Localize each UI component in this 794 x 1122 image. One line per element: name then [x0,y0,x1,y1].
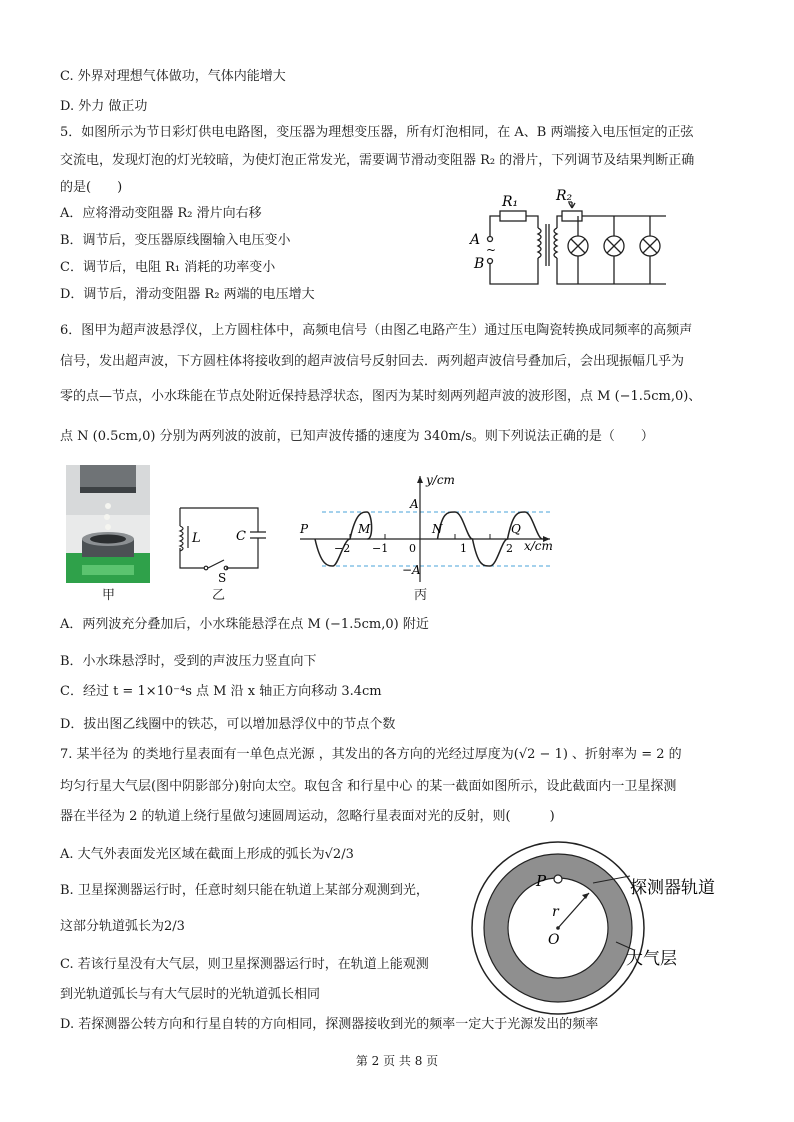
tick-zero: 0 [409,542,416,555]
terminal-b-label: B [474,256,485,272]
q7-option-a: A. 大气外表面发光区域在截面上形成的弧长为√2/3 [60,847,354,862]
q7-option-b-line1: B. 卫星探测器运行时，任意时刻只能在轨道上某部分观测到光， [60,883,429,898]
levitator-photo [66,465,150,583]
q7-option-c-line2: 到光轨道弧长与有大气层时的光轨道弧长相同 [60,987,321,1002]
point-q-label: Q [511,522,521,536]
tick-minus-2: −2 [334,542,351,555]
tick-1: 1 [460,542,467,555]
q5-stem-line2: 交流电，发现灯泡的灯光较暗，为使灯泡正常发光，需要调节滑动变阻器 R₂ 的滑片，下列调节及结果判断正确 [60,153,695,168]
q5-option-a: A．应将滑动变阻器 R₂ 滑片向右移 [60,206,262,221]
q7-option-b-line2: 这部分轨道弧长为2/3 [60,919,185,934]
wave-graph [292,470,562,584]
planet-orbit-diagram [468,838,732,1020]
point-n-label: N [432,522,443,536]
tick-2: 2 [506,542,513,555]
q4-option-c: C. 外界对理想气体做功，气体内能增大 [60,69,286,84]
r2-label: R₂ [556,188,573,204]
amplitude-a-label: A [410,497,419,511]
q6-option-d: D．拔出图乙线圈中的铁芯，可以增加悬浮仪中的节点个数 [60,717,396,732]
capacitor-label: C [236,529,246,544]
q7-option-d: D. 若探测器公转方向和行星自转的方向相同，探测器接收到光的频率一定大于光源发出的频率 [60,1017,599,1032]
q5-stem-line1: 5．如图所示为节日彩灯供电电路图，变压器为理想变压器，所有灯泡相同，在 A、B 两端接入电压恒定的正弦 [60,125,694,140]
center-o-label: O [548,932,560,948]
q5-option-d: D．调节后，滑动变阻器 R₂ 两端的电压增大 [60,287,315,302]
inductor-label: L [192,531,201,546]
radius-r-label: r [552,904,559,920]
point-p-label: P [300,522,309,536]
q7-stem-line2: 均匀行星大气层(图中阴影部分)射向太空。取包含 和行星中心 的某一截面如图所示，设此截面内一卫星探测 [60,779,677,794]
point-m-label: M [358,522,371,536]
terminal-a-label: A [470,232,481,248]
page-footer: 第 2 页 共 8 页 [355,1054,439,1068]
y-axis-label: y/cm [426,473,455,487]
orbit-label: 探测器轨道 [630,878,715,898]
fig-bing-caption: 丙 [414,588,428,603]
switch-label: S [218,571,227,584]
q5-option-c: C．调节后，电阻 R₁ 消耗的功率变小 [60,260,276,275]
q6-option-a: A．两列波充分叠加后，小水珠能悬浮在点 M (−1.5cm,0) 附近 [60,617,429,632]
q7-stem-line3: 器在半径为 2 的轨道上绕行星做匀速圆周运动，忽略行星表面对光的反射，则( ) [60,809,555,824]
point-p-label: P [536,872,547,890]
q4-option-d: D. 外力 做正功 [60,99,148,114]
q6-stem-line4: 点 N (0.5cm,0) 分别为两列波的波前，已知声波传播的速度为 340m/s。则下列说法正确的是（ ） [60,429,654,444]
fig-yi-caption: 乙 [212,588,226,603]
transformer-circuit-diagram [462,184,674,288]
q6-stem-line3: 零的点—节点，小水珠能在节点处附近保持悬浮状态，图丙为某时刻两列超声波的波形图，点 M (−1.5cm,0)、 [60,389,702,404]
q6-option-c: C．经过 t = 1×10⁻⁴s 点 M 沿 x 轴正方向移动 3.4cm [60,684,382,699]
q5-stem-line3: 的是( ) [60,180,123,195]
atmosphere-label: 大气层 [626,949,677,969]
x-axis-label: x/cm [524,539,553,553]
amplitude-neg-a-label: −A [402,563,421,577]
ac-symbol: ~ [486,243,497,257]
tick-minus-1: −1 [372,542,389,555]
q5-option-b: B．调节后，变压器原线圈输入电压变小 [60,233,291,248]
lc-circuit-diagram [168,498,274,584]
q7-stem-line1: 7. 某半径为 的类地行星表面有一单色点光源 ，其发出的各方向的光经过厚度为(√2 − 1) 、折射率为 = 2 的 [60,747,682,762]
q6-stem-line2: 信号，发出超声波，下方圆柱体将接收到的超声波信号反射回去．两列超声波信号叠加后，会出现振幅几乎为 [60,354,685,369]
q6-option-b: B．小水珠悬浮时，受到的声波压力竖直向下 [60,654,317,669]
q7-option-c-line1: C. 若该行星没有大气层，则卫星探测器运行时，在轨道上能观测 [60,957,429,972]
r1-label: R₁ [502,194,519,210]
q6-stem-line1: 6．图甲为超声波悬浮仪，上方圆柱体中，高频电信号（由图乙电路产生）通过压电陶瓷转换成同频率的高频声 [60,323,693,338]
fig-jia-caption: 甲 [102,588,116,603]
